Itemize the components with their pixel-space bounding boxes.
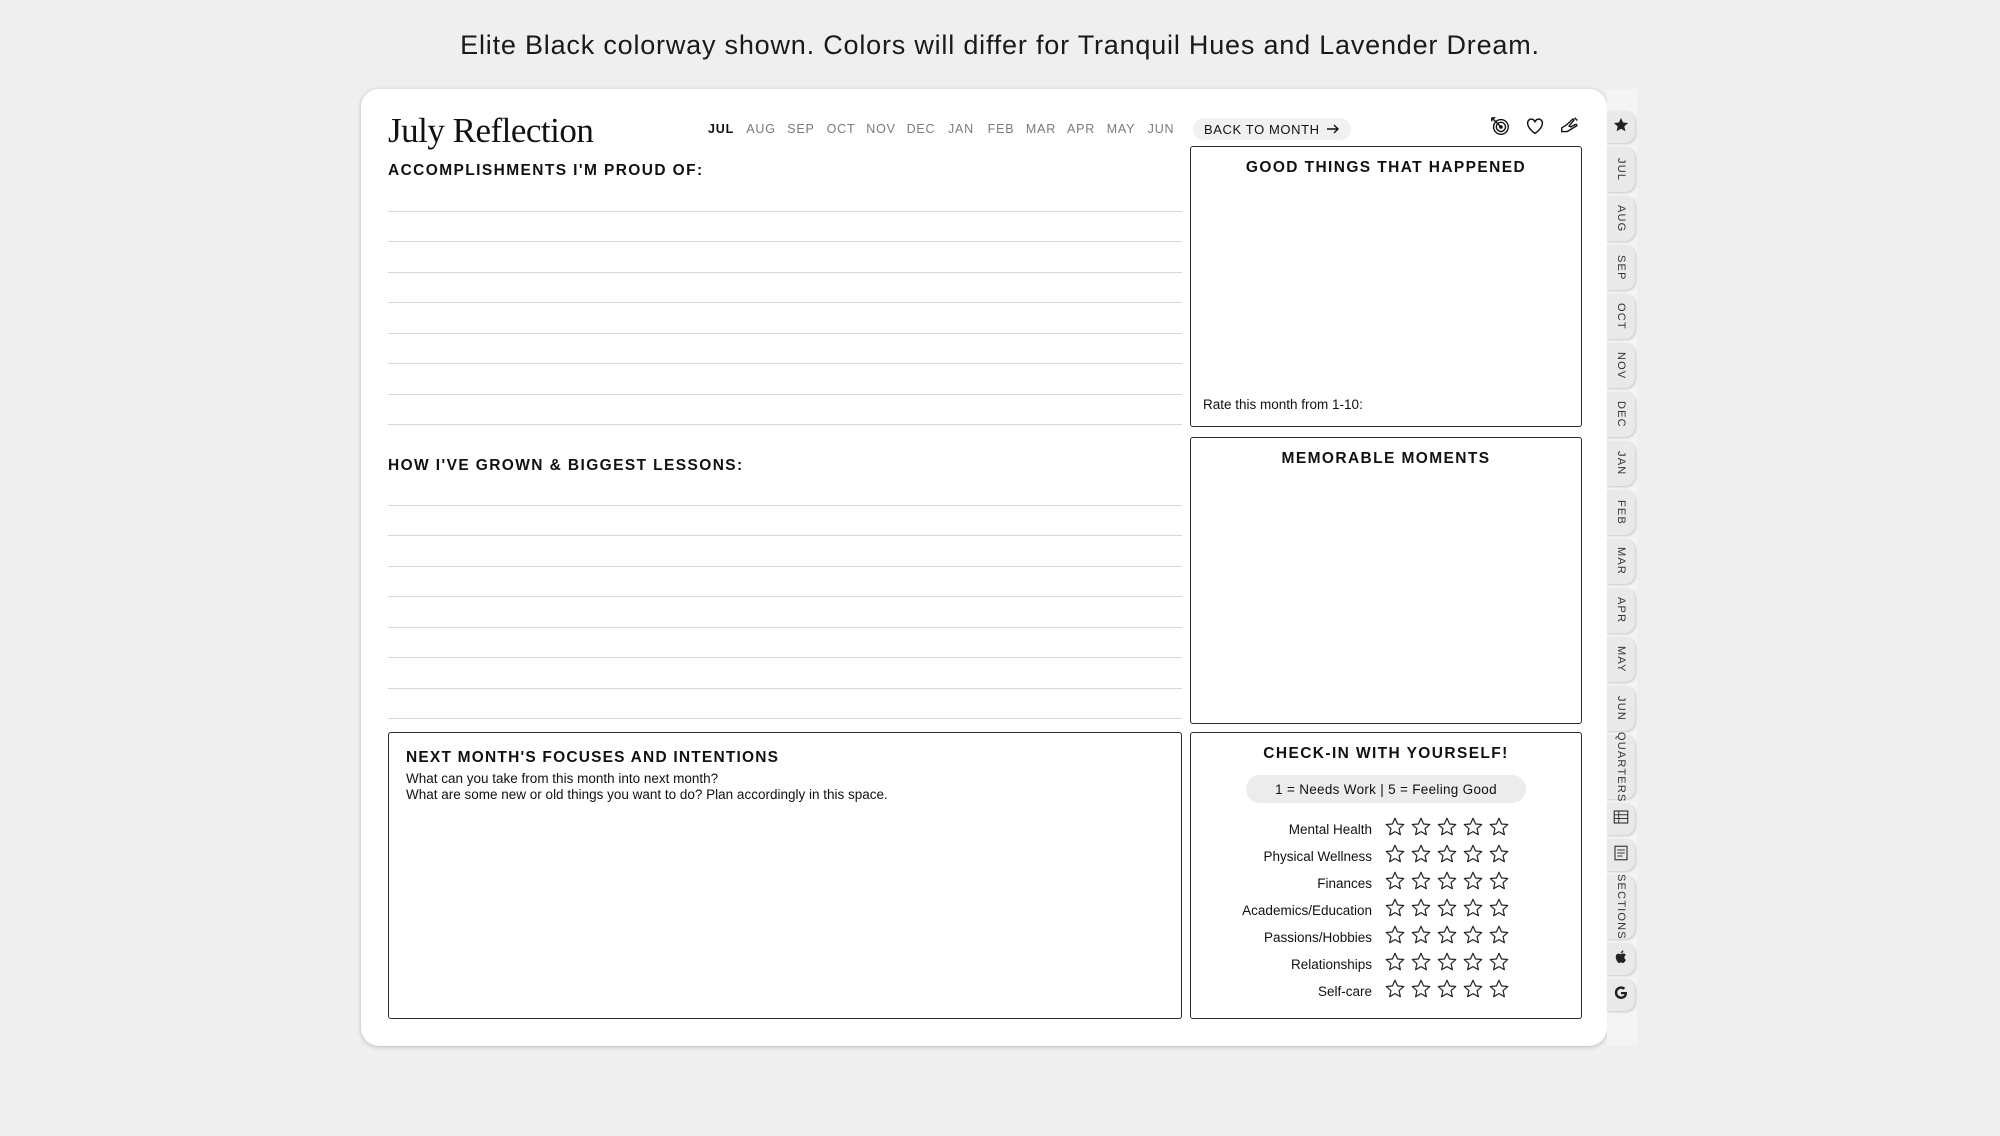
star-icon[interactable] (1384, 870, 1406, 897)
focus-box[interactable] (388, 732, 1182, 1019)
star-icon[interactable] (1488, 978, 1510, 1005)
rating-row (1191, 843, 1581, 870)
side-tab-label: JUN (1615, 696, 1627, 721)
growth-lines[interactable] (388, 475, 1182, 719)
month-tab-dec[interactable]: DEC (906, 122, 936, 136)
rating-row (1191, 924, 1581, 951)
accomplishments-lines[interactable] (388, 181, 1182, 425)
star-icon[interactable] (1410, 978, 1432, 1005)
side-tab-jun[interactable] (1607, 686, 1635, 731)
star-icon[interactable] (1384, 816, 1406, 843)
rating-label: Academics/Education (1242, 903, 1372, 918)
side-tab-mar[interactable] (1607, 539, 1635, 584)
side-tab-label: OCT (1615, 303, 1627, 330)
side-tab-quarters[interactable] (1607, 731, 1635, 803)
side-tab-feb[interactable] (1607, 490, 1635, 535)
side-tab-sep[interactable] (1607, 245, 1635, 290)
month-tab-apr[interactable]: APR (1066, 122, 1096, 136)
table-icon (1612, 808, 1630, 831)
arrow-right-icon (1326, 123, 1340, 135)
star-icon[interactable] (1462, 816, 1484, 843)
side-tab-label: APR (1615, 597, 1627, 624)
star-icon[interactable] (1436, 951, 1458, 978)
top-icons (1489, 115, 1581, 137)
side-tab-dec[interactable] (1607, 392, 1635, 437)
rate-month-label: Rate this month from 1-10: (1203, 397, 1363, 412)
star-icon[interactable] (1436, 897, 1458, 924)
rating-label: Relationships (1290, 957, 1372, 972)
caption: Elite Black colorway shown. Colors will differ for Tranquil Hues and Lavender Dream. (460, 30, 1540, 60)
accomplishments-heading: ACCOMPLISHMENTS I'M PROUD OF: (388, 162, 704, 179)
side-tab-apple[interactable] (1607, 943, 1635, 975)
side-tab-oct[interactable] (1607, 294, 1635, 339)
page-title: July Reflection (388, 111, 594, 150)
focus-line-1: What can you take from this month into next month? (406, 771, 719, 786)
hand-icon[interactable] (1559, 115, 1581, 137)
back-to-month-button[interactable] (1193, 118, 1351, 140)
side-tab-label: NOV (1615, 351, 1627, 380)
star-icon[interactable] (1410, 843, 1432, 870)
star-icon[interactable] (1462, 870, 1484, 897)
rating-row (1191, 870, 1581, 897)
side-tab-label: FEB (1615, 500, 1627, 525)
side-tab-label: SECTIONS (1615, 874, 1627, 940)
side-tab-jan[interactable] (1607, 441, 1635, 486)
star-icon[interactable] (1462, 951, 1484, 978)
star-icon (1612, 116, 1630, 139)
month-tab-oct[interactable]: OCT (826, 122, 856, 136)
star-icon[interactable] (1488, 951, 1510, 978)
star-icon[interactable] (1410, 924, 1432, 951)
star-icon[interactable] (1488, 843, 1510, 870)
memorable-moments-box[interactable] (1190, 437, 1582, 724)
rating-row (1191, 816, 1581, 843)
month-tab-may[interactable]: MAY (1106, 122, 1136, 136)
star-icon[interactable] (1384, 951, 1406, 978)
side-tab-apr[interactable] (1607, 588, 1635, 633)
side-tab-bar (1607, 89, 1637, 1046)
google-icon (1612, 984, 1630, 1007)
apple-icon (1612, 948, 1630, 971)
month-tab-mar[interactable]: MAR (1025, 122, 1057, 136)
month-tab-aug[interactable]: AUG (746, 122, 776, 136)
star-icon[interactable] (1436, 843, 1458, 870)
focus-heading: NEXT MONTH'S FOCUSES AND INTENTIONS (406, 749, 780, 766)
rating-rows (1191, 816, 1581, 1005)
star-icon[interactable] (1384, 924, 1406, 951)
side-tab-label: QUARTERS (1615, 731, 1627, 803)
star-icon[interactable] (1436, 924, 1458, 951)
star-icon[interactable] (1384, 843, 1406, 870)
star-icon[interactable] (1462, 924, 1484, 951)
target-icon[interactable] (1489, 115, 1511, 137)
star-icon[interactable] (1436, 978, 1458, 1005)
month-tab-nov[interactable]: NOV (866, 122, 896, 136)
focus-instructions (406, 771, 888, 803)
star-icon[interactable] (1462, 978, 1484, 1005)
planner-page (361, 89, 1607, 1046)
star-icon[interactable] (1410, 951, 1432, 978)
side-tab-label: AUG (1615, 204, 1627, 233)
back-to-month-label: BACK TO MONTH (1204, 121, 1320, 137)
side-tab-table[interactable] (1607, 803, 1635, 835)
rating-label: Finances (1317, 876, 1372, 891)
rating-scale-badge: 1 = Needs Work | 5 = Feeling Good (1246, 775, 1526, 803)
star-icon[interactable] (1462, 897, 1484, 924)
month-tab-jul[interactable]: JUL (707, 122, 734, 136)
rating-label: Mental Health (1288, 822, 1372, 837)
month-tab-feb[interactable]: FEB (987, 122, 1015, 136)
star-icon[interactable] (1384, 978, 1406, 1005)
star-icon[interactable] (1410, 897, 1432, 924)
month-nav (701, 122, 1181, 136)
side-tab-nov[interactable] (1607, 343, 1635, 388)
side-tab-label: JUL (1615, 157, 1627, 182)
star-icon[interactable] (1384, 897, 1406, 924)
side-tab-sections[interactable] (1607, 875, 1635, 939)
side-tab-aug[interactable] (1607, 196, 1635, 241)
star-icon[interactable] (1488, 897, 1510, 924)
side-tab-label: JAN (1615, 451, 1627, 476)
side-tab-label: DEC (1615, 401, 1627, 428)
month-tab-jan[interactable]: JAN (947, 122, 974, 136)
star-icon[interactable] (1488, 870, 1510, 897)
growth-heading: HOW I'VE GROWN & BIGGEST LESSONS: (388, 457, 744, 474)
good-things-box[interactable] (1190, 146, 1582, 427)
side-tab-jul[interactable] (1607, 147, 1635, 192)
star-icon[interactable] (1488, 816, 1510, 843)
side-tab-label: MAR (1615, 547, 1627, 576)
checkin-box (1190, 732, 1582, 1019)
side-tab-notes[interactable] (1607, 839, 1635, 871)
star-icon[interactable] (1436, 816, 1458, 843)
star-icon[interactable] (1488, 924, 1510, 951)
rating-row (1191, 897, 1581, 924)
side-tab-may[interactable] (1607, 637, 1635, 682)
notes-icon (1612, 844, 1630, 867)
side-tab-label: MAY (1615, 646, 1627, 673)
star-icon[interactable] (1410, 870, 1432, 897)
rating-label: Physical Wellness (1263, 849, 1372, 864)
rating-label: Self-care (1317, 984, 1372, 999)
checkin-heading: CHECK-IN WITH YOURSELF! (1263, 745, 1509, 762)
side-tab-star[interactable] (1607, 111, 1635, 143)
side-tab-label: SEP (1615, 254, 1627, 281)
memorable-moments-heading: MEMORABLE MOMENTS (1281, 450, 1491, 467)
month-tab-jun[interactable]: JUN (1147, 122, 1175, 136)
rating-row (1191, 951, 1581, 978)
heart-icon[interactable] (1524, 115, 1546, 137)
side-tab-google[interactable] (1607, 979, 1635, 1011)
star-icon[interactable] (1436, 870, 1458, 897)
focus-line-2: What are some new or old things you want to do? Plan accordingly in this space. (406, 787, 888, 802)
rating-row (1191, 978, 1581, 1005)
star-icon[interactable] (1410, 816, 1432, 843)
good-things-heading: GOOD THINGS THAT HAPPENED (1245, 159, 1527, 176)
month-tab-sep[interactable]: SEP (787, 122, 815, 136)
rating-label: Passions/Hobbies (1263, 930, 1372, 945)
star-icon[interactable] (1462, 843, 1484, 870)
